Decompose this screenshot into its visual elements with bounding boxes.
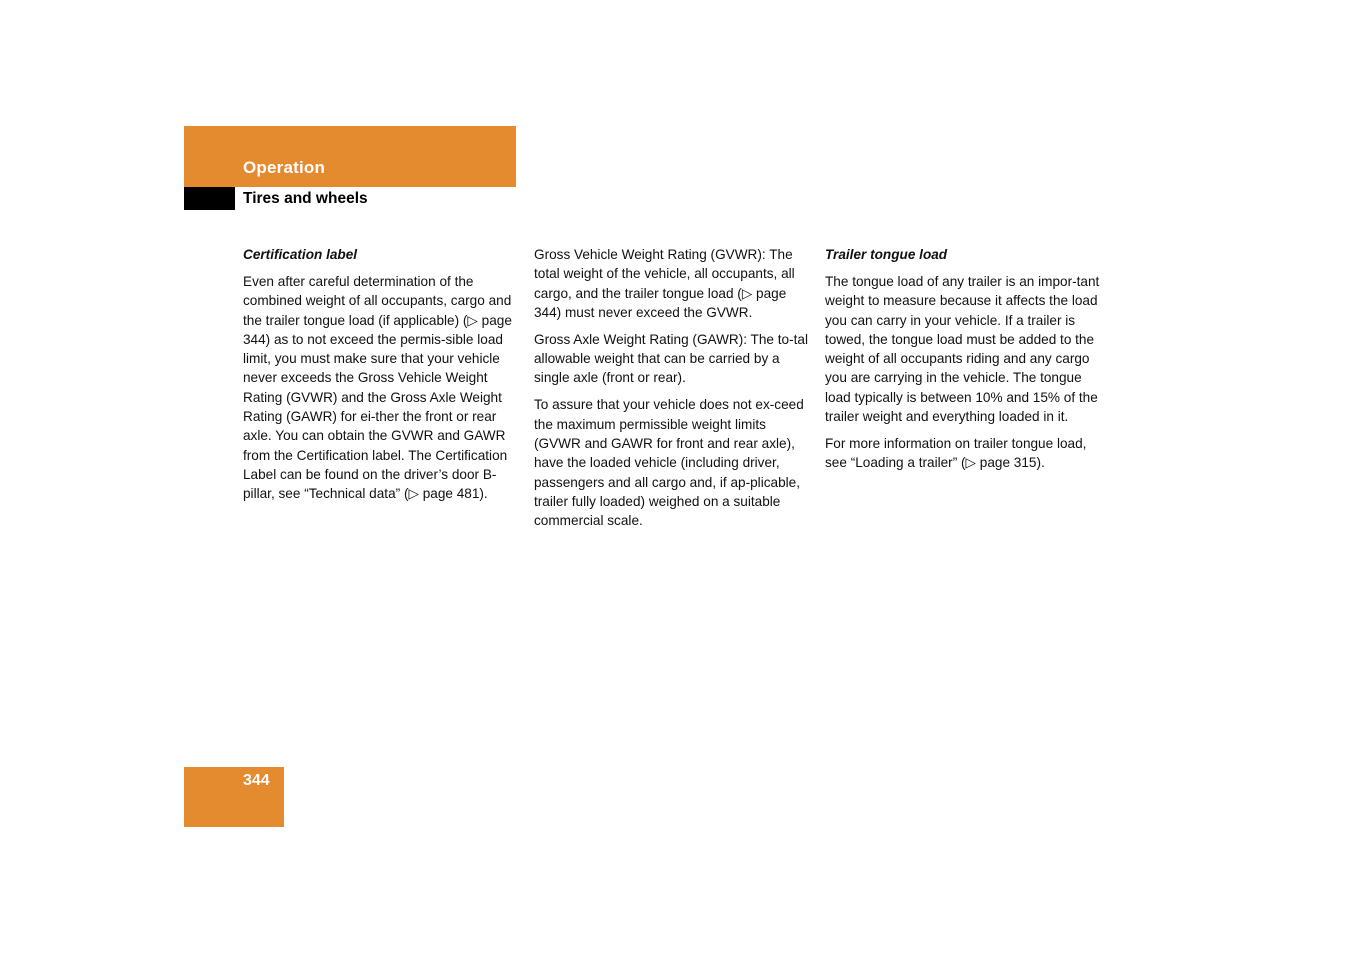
subsection-marker (184, 187, 235, 210)
text-column-2 (534, 245, 810, 538)
text-column-1 (243, 245, 519, 511)
certification-label-heading: Certification label (243, 247, 358, 262)
gawr-paragraph: Gross Axle Weight Rating (GAWR): The to-tal allowable weight that can be carried by a single axle (front or rear). (534, 331, 808, 386)
section-title: Operation (243, 158, 326, 177)
body-paragraph: For more information on trailer tongue load, see “Loading a trailer” (▷ page 315). (825, 436, 1087, 471)
body-paragraph: Even after careful determination of the combined weight of all occupants, cargo and the trailer tongue load (if applicable) (▷ page 344) as to not exceed the permis-sible load limit, you must make sure that your vehicle never exceeds the Gross Vehicle Weight Rating (GVWR) and the Gross Axle Weight Rating (GAWR) for ei-ther the front or rear axle. You can obtain the GVWR and GAWR from the Certification label. The Certification Label can be found on the driver’s door B-pillar, see “Technical data” (▷ page 481). (243, 273, 512, 502)
header-band (184, 126, 516, 187)
page-number: 344 (243, 772, 270, 789)
trailer-tongue-load-heading: Trailer tongue load (825, 247, 948, 262)
weigh-paragraph: To assure that your vehicle does not ex-ceed the maximum permissible weight limits (GVWR and GAWR for front and rear axle), have the loaded vehicle (including driver, passengers and all cargo and, if ap-plicable, trailer fully loaded) weighed on a suitable commercial scale. (534, 397, 804, 529)
subsection-title: Tires and wheels (243, 190, 368, 207)
body-paragraph: The tongue load of any trailer is an impor-tant weight to measure because it affects the load you can carry in your vehicle. If a trailer is towed, the tongue load must be added to the weight of all occupants riding and any cargo you are carrying in the vehicle. The tongue load typically is between 10% and 15% of the trailer weight and everything loaded in it. (825, 273, 1100, 425)
text-column-3 (825, 245, 1101, 480)
gvwr-paragraph: Gross Vehicle Weight Rating (GVWR): The total weight of the vehicle, all occupants, all cargo, and the trailer tongue load (▷ page 344) must never exceed the GVWR. (534, 247, 795, 320)
